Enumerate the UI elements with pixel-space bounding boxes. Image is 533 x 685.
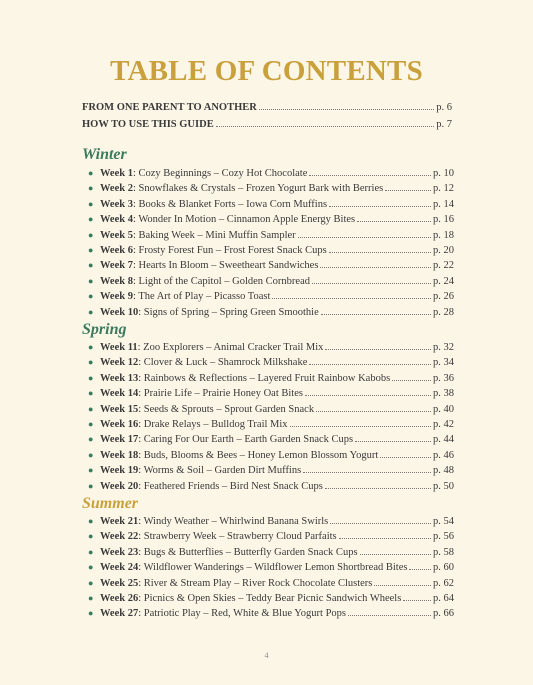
dot-leader xyxy=(259,109,434,110)
dot-leader xyxy=(325,349,431,350)
entry-page: p. 62 xyxy=(433,577,454,589)
bullet-icon: ● xyxy=(88,168,94,178)
toc-entry-guide[interactable] xyxy=(82,116,452,133)
week-number: Week 8 xyxy=(100,275,133,287)
dot-leader xyxy=(309,364,431,365)
bullet-icon: ● xyxy=(88,275,94,286)
entry-page: p. 40 xyxy=(433,403,454,415)
week-number: Week 15 xyxy=(100,403,139,415)
bullet-icon: ● xyxy=(88,342,94,352)
bullet-icon: ● xyxy=(88,546,94,557)
week-title: : Snowflakes & Crystals – Frozen Yogurt Bark with Berries xyxy=(132,183,384,195)
week-number: Week 1 xyxy=(100,168,133,179)
dot-leader xyxy=(309,175,431,176)
week-number: Week 20 xyxy=(100,480,139,492)
toc-entry-week[interactable] xyxy=(88,402,454,417)
week-title: : Worms & Soil – Garden Dirt Muffins xyxy=(138,465,302,477)
week-number: Week 25 xyxy=(100,577,139,589)
toc-entry-week[interactable] xyxy=(88,197,454,212)
toc-entry-parent-note[interactable] xyxy=(82,99,452,116)
dot-leader xyxy=(339,538,431,539)
bullet-icon: ● xyxy=(88,593,94,604)
week-title: : Light of the Capitol – Golden Cornbread xyxy=(132,275,310,287)
bullet-icon: ● xyxy=(88,419,94,430)
bullet-icon: ● xyxy=(88,434,94,445)
week-number: Week 5 xyxy=(100,229,133,241)
toc-entry-week[interactable] xyxy=(88,289,454,304)
bullet-icon: ● xyxy=(88,372,94,383)
week-title: : Clover & Luck – Shamrock Milkshake xyxy=(138,357,308,369)
entry-page: p. 7 xyxy=(436,119,452,130)
entry-page: p. 66 xyxy=(433,608,454,620)
dot-leader xyxy=(380,457,431,458)
toc-entry-week[interactable] xyxy=(88,305,454,320)
page-title: TABLE OF CONTENTS xyxy=(110,55,423,88)
week-title: : Buds, Blooms & Bees – Honey Lemon Blossom Yogurt xyxy=(138,449,379,461)
dot-leader xyxy=(403,600,431,601)
week-list-spring xyxy=(88,340,454,494)
week-title: : Caring For Our Earth – Earth Garden Snack Cups xyxy=(138,434,354,446)
week-number: Week 11 xyxy=(100,342,138,353)
entry-page: p. 58 xyxy=(433,546,454,558)
dot-leader xyxy=(290,426,431,427)
entry-label: FROM ONE PARENT TO ANOTHER xyxy=(82,102,257,113)
toc-entry-week[interactable] xyxy=(88,181,454,196)
dot-leader xyxy=(305,395,431,396)
bullet-icon: ● xyxy=(88,562,94,573)
toc-entry-week[interactable] xyxy=(88,228,454,243)
entry-page: p. 10 xyxy=(433,168,454,179)
entry-page: p. 16 xyxy=(433,214,454,226)
bullet-icon: ● xyxy=(88,449,94,460)
intro-entries xyxy=(82,99,452,133)
entry-page: p. 18 xyxy=(433,229,454,241)
dot-leader xyxy=(329,206,431,207)
toc-entry-week[interactable] xyxy=(88,576,454,591)
week-number: Week 13 xyxy=(100,372,139,384)
week-title: : Wildflower Wanderings – Wildflower Lemon Shortbread Bites xyxy=(138,562,408,574)
week-title: : Bugs & Butterflies – Butterfly Garden Snack Cups xyxy=(138,546,358,558)
week-title: : Cozy Beginnings – Cozy Hot Chocolate xyxy=(132,168,308,179)
week-title: : Frosty Forest Fun – Frost Forest Snack Cups xyxy=(132,245,327,257)
week-title: : Strawberry Week – Strawberry Cloud Parfaits xyxy=(138,531,337,543)
bullet-icon: ● xyxy=(88,229,94,240)
entry-page: p. 22 xyxy=(433,260,454,272)
week-title: : Zoo Explorers – Animal Cracker Trail Mix xyxy=(137,342,324,353)
week-number: Week 24 xyxy=(100,562,139,574)
week-number: Week 9 xyxy=(100,291,133,303)
dot-leader xyxy=(392,380,431,381)
toc-entry-week[interactable] xyxy=(88,258,454,273)
bullet-icon: ● xyxy=(88,403,94,414)
entry-page: p. 38 xyxy=(433,388,454,400)
week-number: Week 17 xyxy=(100,434,139,446)
bullet-icon: ● xyxy=(88,388,94,399)
toc-entry-week[interactable] xyxy=(88,514,454,529)
week-number: Week 18 xyxy=(100,449,139,461)
toc-entry-week[interactable] xyxy=(88,355,454,370)
week-title: : Prairie Life – Prairie Honey Oat Bites xyxy=(138,388,303,400)
week-title: : Seeds & Sprouts – Sprout Garden Snack xyxy=(138,403,315,415)
week-number: Week 22 xyxy=(100,531,139,543)
entry-label: HOW TO USE THIS GUIDE xyxy=(82,119,214,130)
week-number: Week 6 xyxy=(100,245,133,257)
bullet-icon: ● xyxy=(88,214,94,225)
week-number: Week 2 xyxy=(100,183,133,195)
toc-entry-week[interactable] xyxy=(88,448,454,463)
entry-page: p. 48 xyxy=(433,465,454,477)
entry-page: p. 64 xyxy=(433,593,454,605)
week-number: Week 23 xyxy=(100,546,139,558)
entry-page: p. 44 xyxy=(433,434,454,446)
toc-entry-week[interactable] xyxy=(88,606,454,621)
toc-entry-week[interactable] xyxy=(88,463,454,478)
bullet-icon: ● xyxy=(88,531,94,542)
bullet-icon: ● xyxy=(88,291,94,302)
dot-leader xyxy=(374,585,431,586)
entry-page: p. 36 xyxy=(433,372,454,384)
season-heading-summer: Summer xyxy=(82,495,139,512)
entry-page: p. 26 xyxy=(433,291,454,303)
season-heading-spring: Spring xyxy=(82,321,127,338)
week-list-winter xyxy=(88,166,454,320)
week-number: Week 26 xyxy=(100,593,139,605)
week-number: Week 27 xyxy=(100,608,139,620)
week-number: Week 21 xyxy=(100,516,139,527)
entry-page: p. 42 xyxy=(433,419,454,431)
dot-leader xyxy=(303,472,431,473)
week-number: Week 14 xyxy=(100,388,139,400)
dot-leader xyxy=(360,554,431,555)
dot-leader xyxy=(272,298,431,299)
toc-entry-week[interactable] xyxy=(88,432,454,447)
dot-leader xyxy=(355,441,431,442)
entry-page: p. 6 xyxy=(436,102,452,113)
entry-page: p. 34 xyxy=(433,357,454,369)
dot-leader xyxy=(216,126,435,127)
week-number: Week 16 xyxy=(100,419,139,431)
dot-leader xyxy=(385,190,431,191)
dot-leader xyxy=(298,237,431,238)
page-number: 4 xyxy=(264,651,269,660)
dot-leader xyxy=(329,252,431,253)
week-title: : Books & Blanket Forts – Iowa Corn Muffins xyxy=(132,198,328,210)
dot-leader xyxy=(312,283,431,284)
toc-entry-week[interactable] xyxy=(88,417,454,432)
week-title: : The Art of Play – Picasso Toast xyxy=(132,291,271,303)
toc-entry-week[interactable] xyxy=(88,274,454,289)
toc-entry-week[interactable] xyxy=(88,340,454,355)
toc-entry-week[interactable] xyxy=(88,212,454,227)
week-number: Week 7 xyxy=(100,260,133,272)
week-number: Week 3 xyxy=(100,198,133,210)
week-title: : Picnics & Open Skies – Teddy Bear Picnic Sandwich Wheels xyxy=(138,593,402,605)
bullet-icon: ● xyxy=(88,198,94,209)
bullet-icon: ● xyxy=(88,608,94,619)
toc-entry-week[interactable] xyxy=(88,591,454,606)
bullet-icon: ● xyxy=(88,577,94,588)
entry-page: p. 54 xyxy=(433,516,454,527)
toc-entry-week[interactable] xyxy=(88,529,454,544)
season-heading-winter: Winter xyxy=(82,146,127,163)
dot-leader xyxy=(325,488,431,489)
week-title: : Feathered Friends – Bird Nest Snack Cups xyxy=(138,480,323,492)
entry-page: p. 50 xyxy=(433,480,454,492)
week-title: : Patriotic Play – Red, White & Blue Yogurt Pops xyxy=(138,608,346,620)
week-number: Week 10 xyxy=(100,306,139,318)
bullet-icon: ● xyxy=(88,480,94,491)
bullet-icon: ● xyxy=(88,306,94,317)
week-title: : Baking Week – Mini Muffin Sampler xyxy=(132,229,296,241)
entry-page: p. 56 xyxy=(433,531,454,543)
week-number: Week 19 xyxy=(100,465,139,477)
bullet-icon: ● xyxy=(88,465,94,476)
dot-leader xyxy=(357,221,431,222)
entry-page: p. 14 xyxy=(433,198,454,210)
toc-entry-week[interactable] xyxy=(88,479,454,494)
entry-page: p. 24 xyxy=(433,275,454,287)
bullet-icon: ● xyxy=(88,357,94,368)
toc-entry-week[interactable] xyxy=(88,386,454,401)
toc-entry-week[interactable] xyxy=(88,545,454,560)
bullet-icon: ● xyxy=(88,516,94,526)
entry-page: p. 12 xyxy=(433,183,454,195)
week-title: : Wonder In Motion – Cinnamon Apple Energy Bites xyxy=(132,214,356,226)
toc-entry-week[interactable] xyxy=(88,166,454,181)
entry-page: p. 20 xyxy=(433,245,454,257)
week-list-summer xyxy=(88,514,454,622)
entry-page: p. 28 xyxy=(433,306,454,318)
dot-leader xyxy=(348,615,431,616)
week-title: : Drake Relays – Bulldog Trail Mix xyxy=(138,419,288,431)
entry-page: p. 32 xyxy=(433,342,454,353)
dot-leader xyxy=(330,523,431,524)
week-number: Week 12 xyxy=(100,357,139,369)
bullet-icon: ● xyxy=(88,260,94,271)
dot-leader xyxy=(321,314,431,315)
week-title: : Windy Weather – Whirlwind Banana Swirls xyxy=(138,516,329,527)
toc-entry-week[interactable] xyxy=(88,371,454,386)
toc-entry-week[interactable] xyxy=(88,243,454,258)
week-title: : River & Stream Play – River Rock Chocolate Clusters xyxy=(138,577,373,589)
entry-page: p. 60 xyxy=(433,562,454,574)
week-title: : Signs of Spring – Spring Green Smoothie xyxy=(138,306,319,318)
week-title: : Hearts In Bloom – Sweetheart Sandwiches xyxy=(132,260,319,272)
entry-page: p. 46 xyxy=(433,449,454,461)
week-number: Week 4 xyxy=(100,214,133,226)
bullet-icon: ● xyxy=(88,245,94,256)
week-title: : Rainbows & Reflections – Layered Fruit Rainbow Kabobs xyxy=(138,372,391,384)
dot-leader xyxy=(409,569,431,570)
dot-leader xyxy=(320,267,431,268)
dot-leader xyxy=(316,411,431,412)
bullet-icon: ● xyxy=(88,183,94,194)
toc-entry-week[interactable] xyxy=(88,560,454,575)
